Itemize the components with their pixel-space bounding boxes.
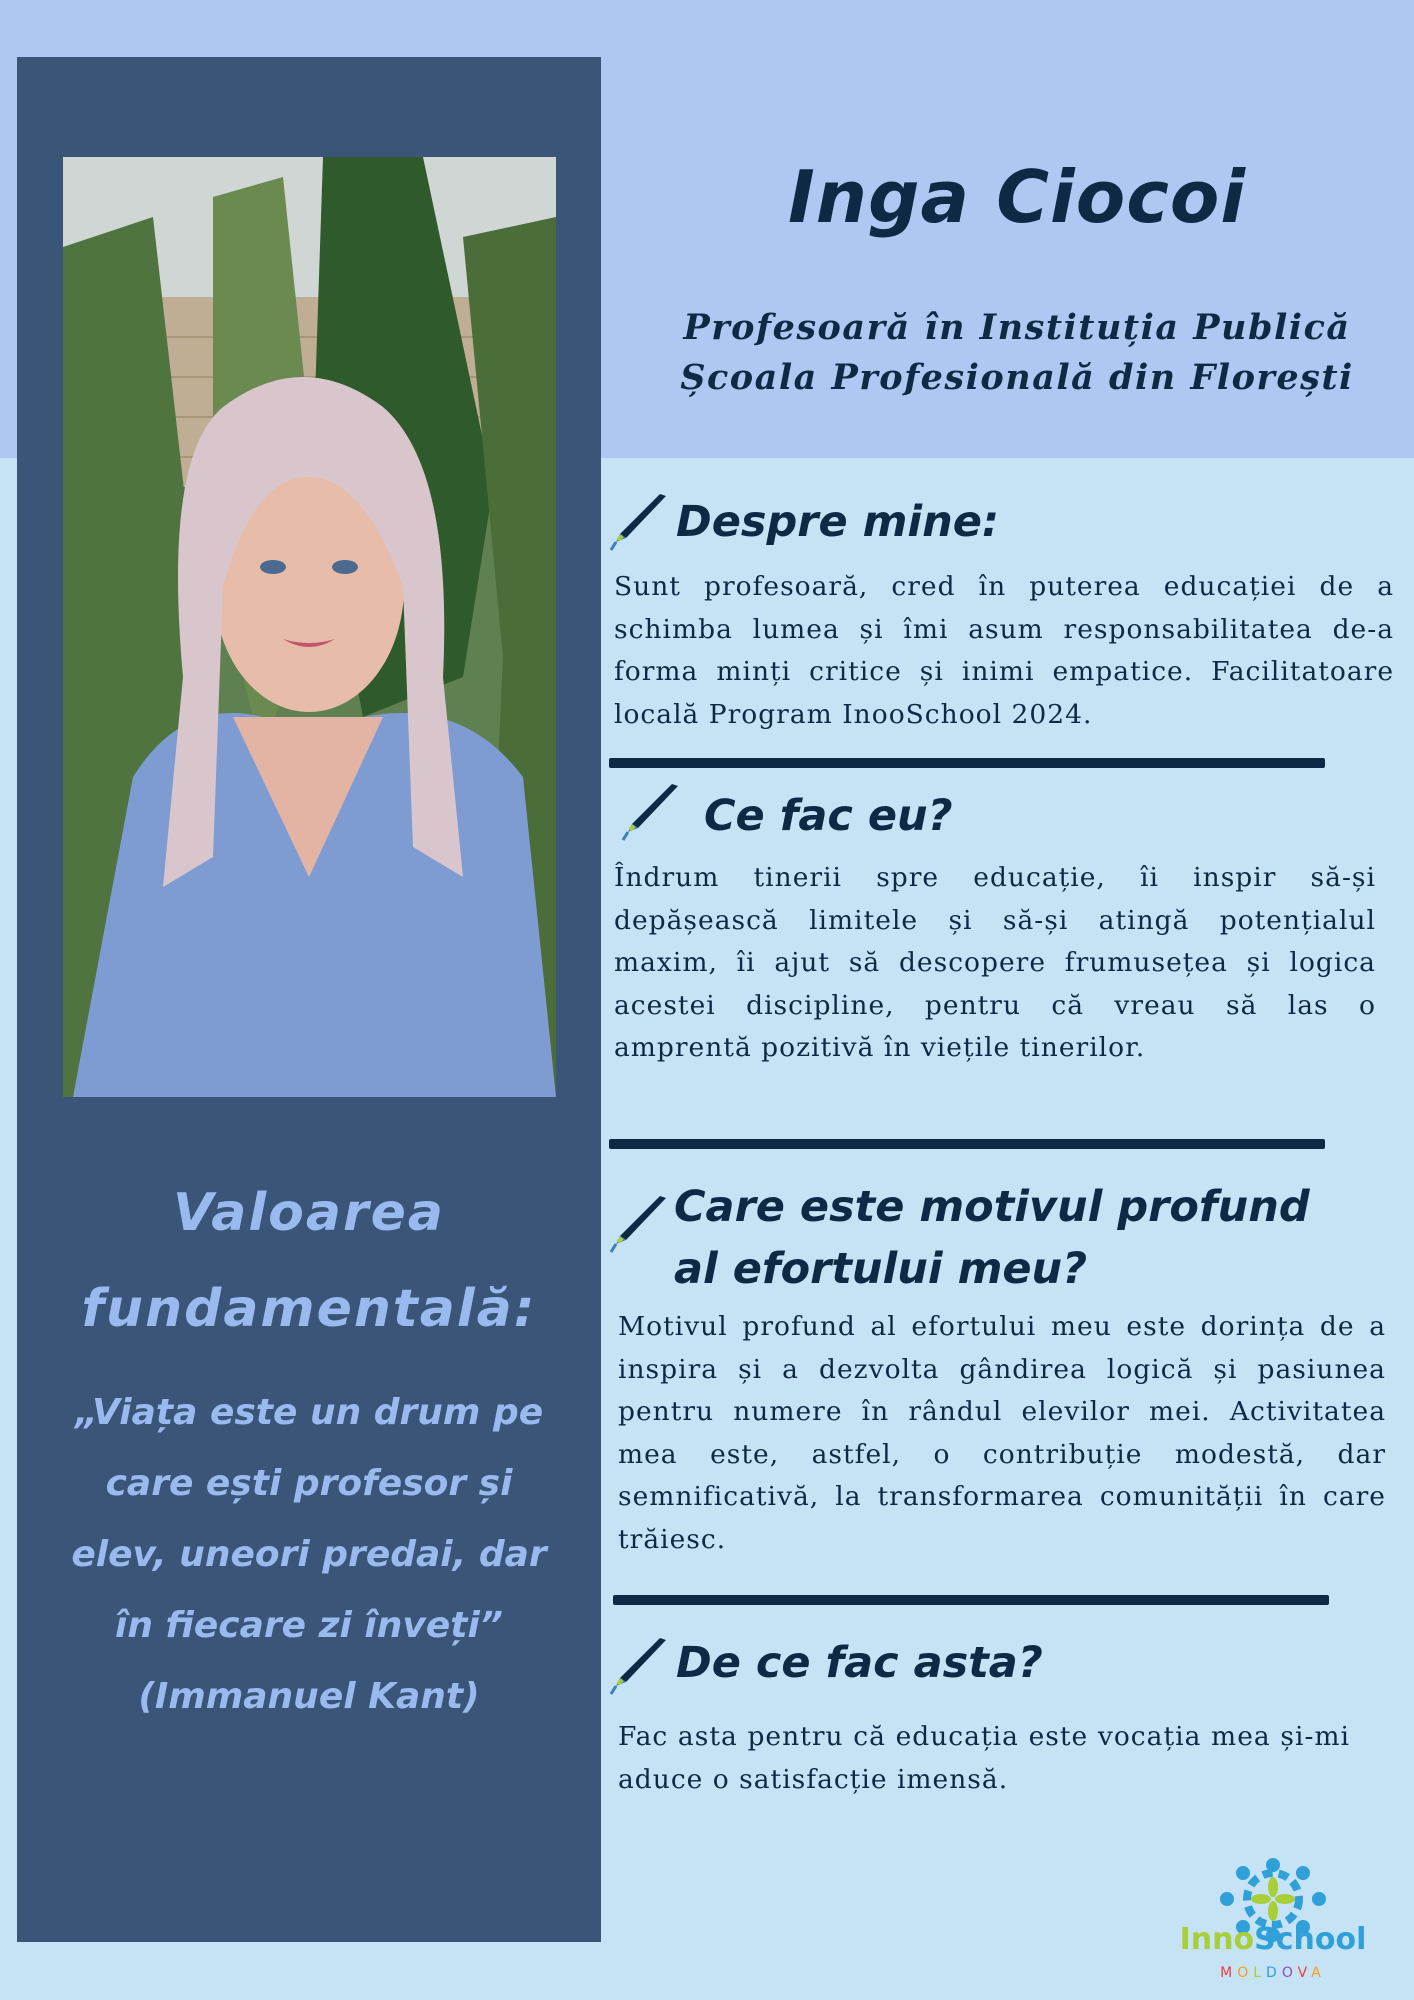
logo-letter: O [1237, 1965, 1254, 1981]
quote-line: „Viața este un drum pe [74, 1392, 544, 1433]
section-text-about: Sunt profesoară, cred în puterea educației de a schimba lumea și îmi asum responsabilitatea de-a forma minți critice și inimi empatice. Facilitatoare locală Program InooSchool 2024. [614, 571, 1394, 730]
logo-letter: D [1266, 1965, 1282, 1981]
person-name: Inga Ciocoi [787, 155, 1247, 239]
quote-line: elev, uneori predai, dar [71, 1534, 547, 1575]
profile-photo [63, 157, 556, 1097]
innoschool-logo-icon [1183, 1827, 1363, 1987]
core-value-title-line1: Valoarea [173, 1183, 445, 1243]
logo-country [1170, 1965, 1376, 1981]
core-value-quote [40, 1377, 578, 1732]
logo-wordmark-part2: School [1254, 1922, 1367, 1957]
logo-letter: V [1297, 1965, 1312, 1981]
pen-icon [608, 1636, 672, 1700]
section-text-what-i-do: Îndrum tinerii spre educație, îi inspir să-și depășească limitele și să-și atingă potențialul maxim, îi ajut să descopere frumusețea și logica acestei discipline, pentru că vreau să las o amprentă pozitivă în viețile tinerilor. [614, 862, 1376, 1063]
logo-letter: O [1281, 1965, 1298, 1981]
section-heading-why: De ce fac asta? [676, 1638, 1043, 1688]
job-title-line2: Școala Profesională din Florești [680, 357, 1354, 398]
section-text-motive: Motivul profund al efortului meu este dorința de a inspira și a dezvolta gândirea logică și pasiunea pentru numere în rândul elevilor mei. Activitatea mea este, astfel, o contribuție modestă, dar semnificativă, la transformarea comunității în care trăiesc. [618, 1311, 1386, 1555]
section-heading-about: Despre mine: [676, 497, 1000, 547]
quote-line: în fiecare zi înveți” [114, 1605, 503, 1646]
core-value-title [17, 1165, 601, 1357]
section-divider [609, 1139, 1325, 1149]
logo-letter: A [1311, 1965, 1326, 1981]
pen-icon [608, 1194, 672, 1258]
logo-letter: M [1220, 1965, 1238, 1981]
section-heading-motive-line2: al efortului meu? [674, 1244, 1088, 1294]
section-divider [613, 1595, 1329, 1605]
quote-line: care ești profesor și [105, 1463, 513, 1504]
core-value-title-line2: fundamentală: [81, 1279, 537, 1339]
section-heading-motive [674, 1176, 1384, 1300]
section-divider [609, 758, 1325, 768]
section-heading-motive-line1: Care este motivul profund [674, 1182, 1310, 1232]
section-heading-what-i-do: Ce fac eu? [704, 791, 953, 841]
logo-wordmark [1170, 1922, 1376, 1957]
pen-icon [608, 492, 672, 556]
logo-letter: L [1253, 1965, 1267, 1981]
section-text-why: Fac asta pentru că educația este vocația mea și-mi aduce o satisfacție imensă. [618, 1721, 1350, 1795]
job-title [620, 303, 1414, 403]
job-title-line1: Profesoară în Instituția Publică [683, 307, 1351, 348]
pen-icon [620, 782, 684, 846]
logo-wordmark-part1: Inno [1179, 1922, 1255, 1957]
quote-author: (Immanuel Kant) [138, 1676, 480, 1717]
